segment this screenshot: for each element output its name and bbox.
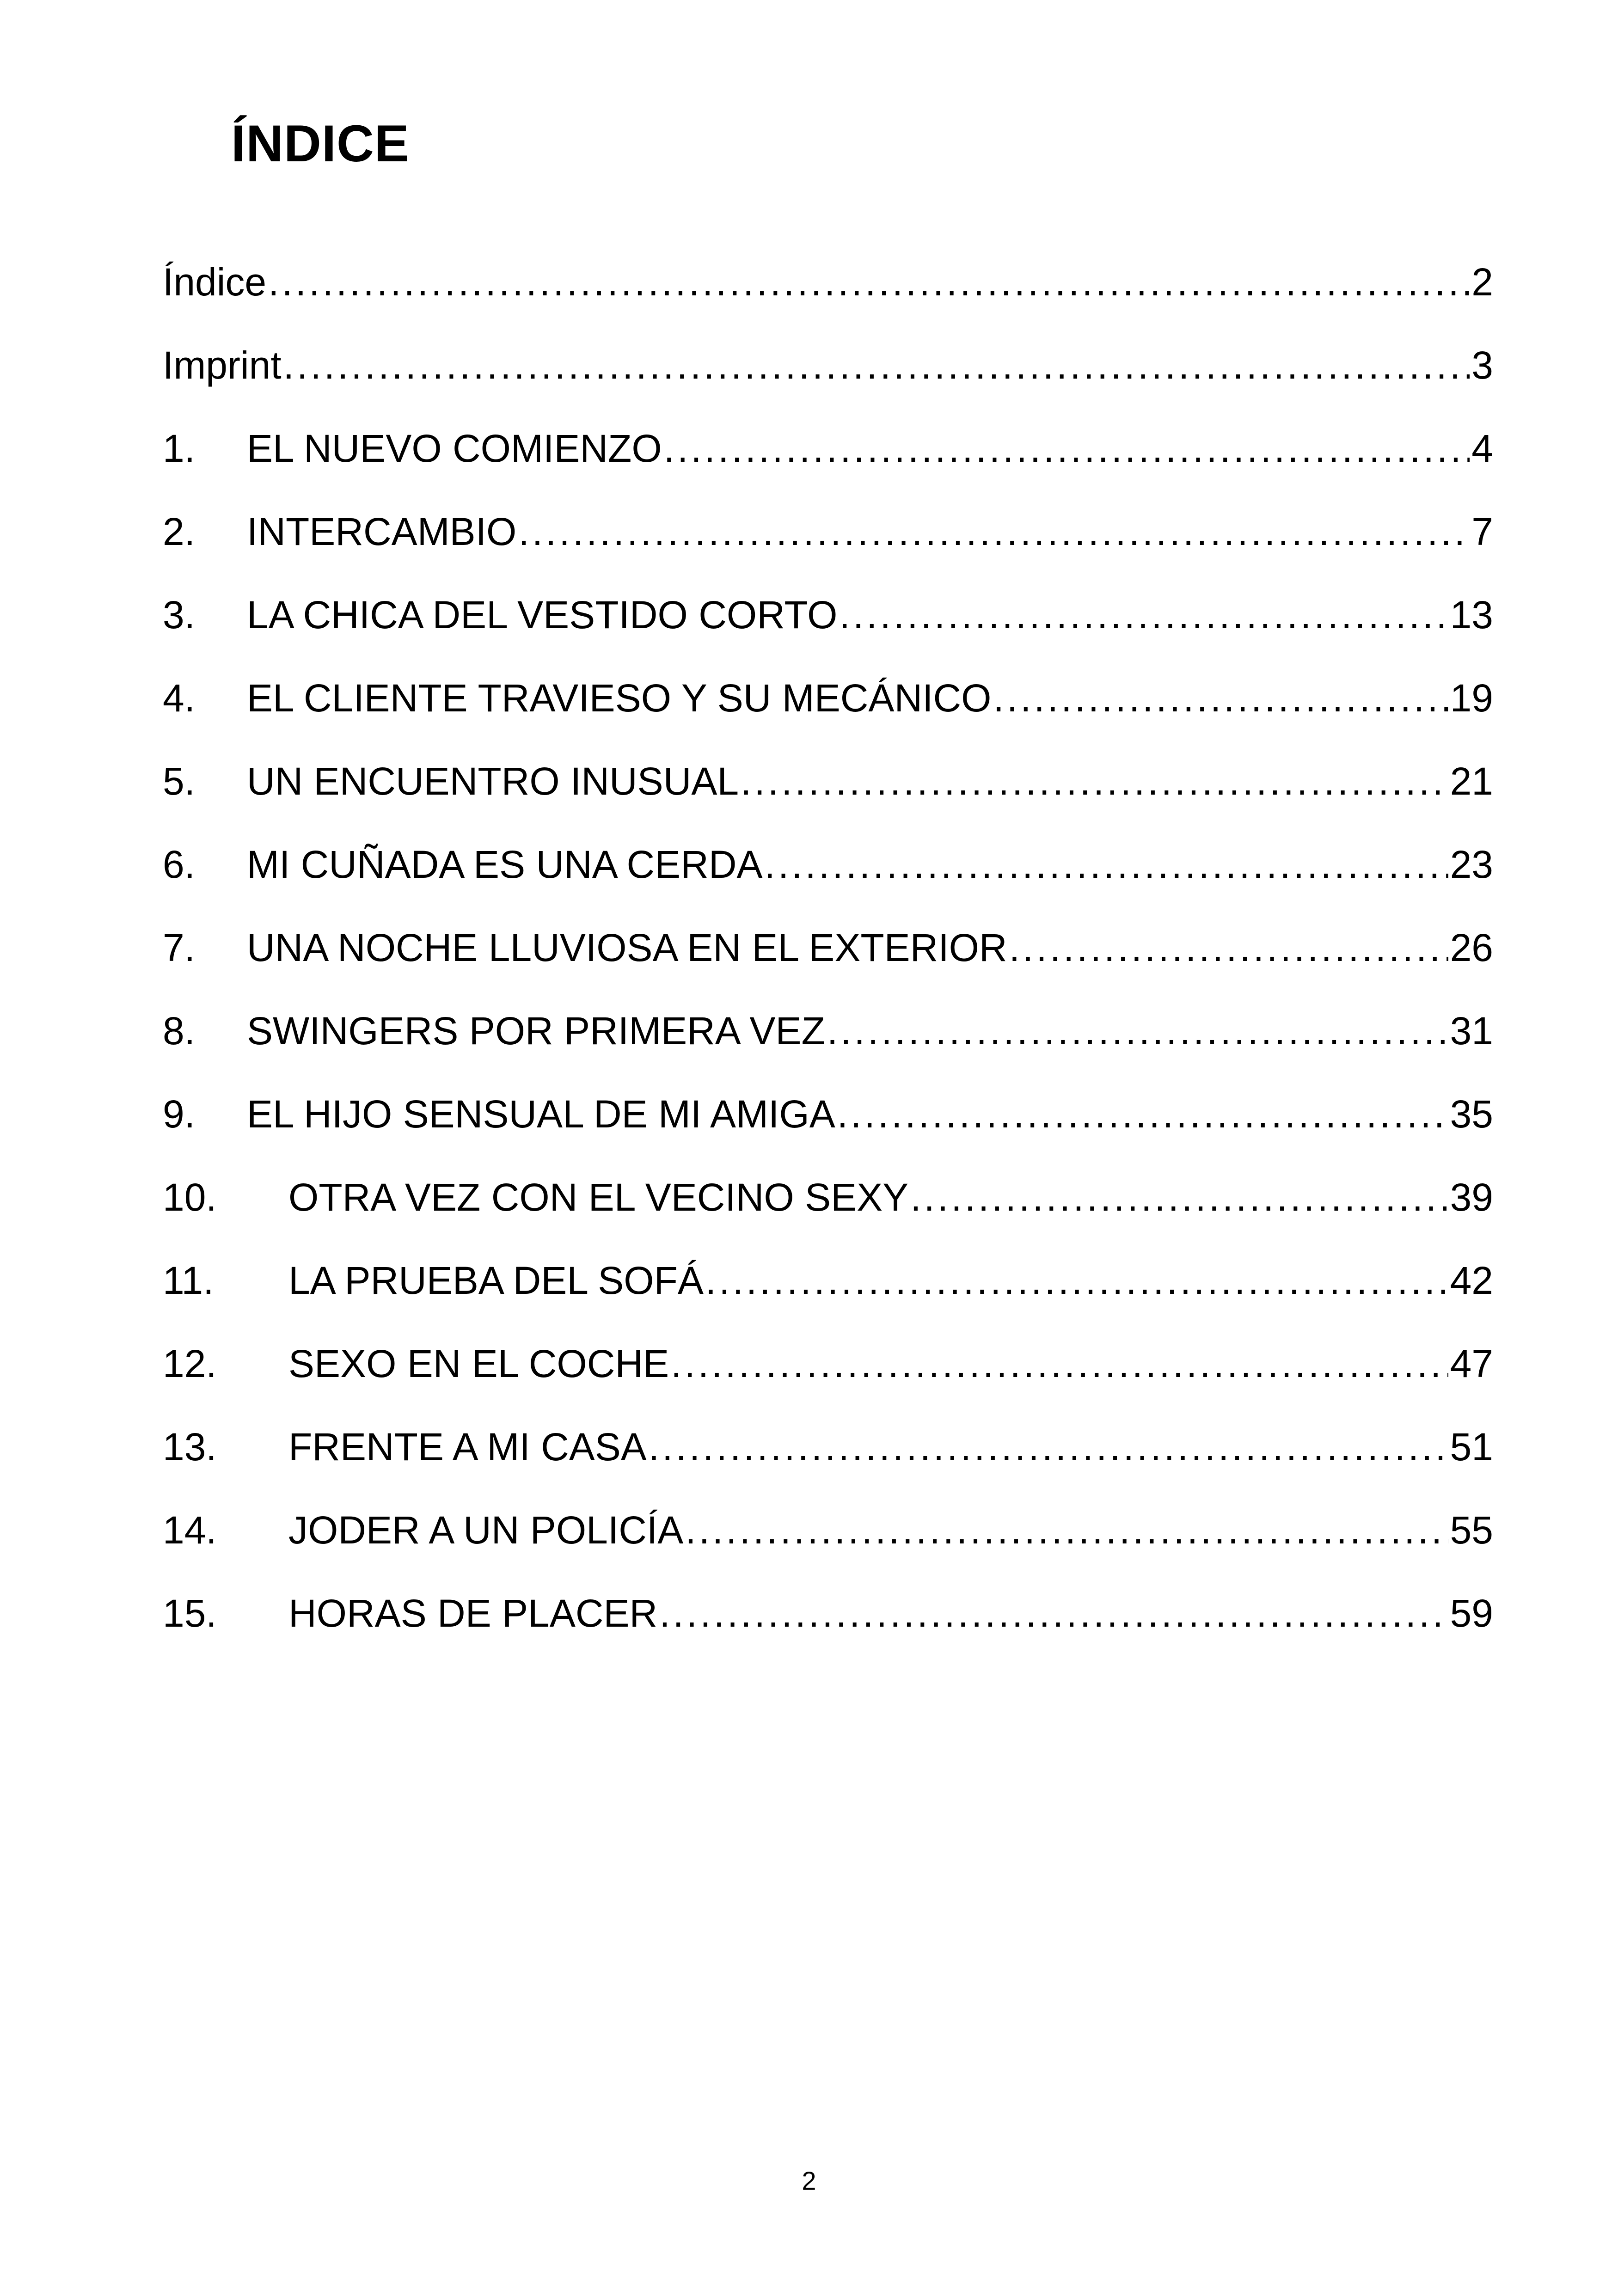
toc-entry-title: UN ENCUENTRO INUSUAL <box>247 759 739 803</box>
toc-entry-page: 42 <box>1450 1259 1493 1302</box>
toc-entry-title: LA CHICA DEL VESTIDO CORTO <box>247 593 838 637</box>
toc-entry-title: MI CUÑADA ES UNA CERDA <box>247 843 763 886</box>
toc-entry-title: JODER A UN POLICÍA <box>288 1508 684 1552</box>
toc-dot-leader <box>705 1257 1448 1304</box>
toc-entry-page: 21 <box>1450 759 1493 803</box>
toc-entry-title: SEXO EN EL COCHE <box>288 1342 669 1385</box>
toc-entry[interactable] <box>163 1008 1493 1091</box>
toc-dot-leader <box>664 425 1470 471</box>
toc-dot-leader <box>659 1590 1448 1636</box>
toc-entry-page: 26 <box>1450 926 1493 969</box>
toc-entry-number: 2. <box>163 510 196 553</box>
toc-dot-leader <box>518 508 1470 555</box>
toc-entry-page: 2 <box>1471 260 1493 304</box>
toc-entry-number: 6. <box>163 843 196 886</box>
toc-entry-number: 11. <box>163 1259 214 1302</box>
toc-entry-title: HORAS DE PLACER <box>288 1592 658 1635</box>
toc-dot-leader <box>268 259 1470 305</box>
toc-entry-title: FRENTE A MI CASA <box>288 1425 647 1469</box>
toc-dot-leader <box>910 1174 1448 1220</box>
toc-entry[interactable] <box>163 1341 1493 1424</box>
toc-entry-title: Índice <box>163 260 267 304</box>
toc-entry-title: OTRA VEZ CON EL VECINO SEXY <box>288 1176 909 1219</box>
toc-entry-number: 8. <box>163 1009 196 1053</box>
toc-entry-title: INTERCAMBIO <box>247 510 517 553</box>
toc-entry[interactable] <box>163 508 1493 592</box>
toc-entry-page: 19 <box>1450 676 1493 720</box>
toc-entry-page: 47 <box>1450 1342 1493 1385</box>
toc-entry[interactable] <box>163 425 1493 508</box>
toc-entry-number: 12. <box>163 1342 217 1385</box>
toc-entry-number: 13. <box>163 1425 217 1469</box>
toc-entry-page: 7 <box>1471 510 1493 553</box>
toc-entry[interactable] <box>163 925 1493 1008</box>
toc-entry-page: 35 <box>1450 1092 1493 1136</box>
toc-entry[interactable] <box>163 1091 1493 1174</box>
toc-entry[interactable] <box>163 1424 1493 1507</box>
toc-entry-page: 39 <box>1450 1176 1493 1219</box>
toc-entry-title: LA PRUEBA DEL SOFÁ <box>288 1259 704 1302</box>
toc-dot-leader <box>649 1424 1448 1470</box>
toc-entry-number: 4. <box>163 676 196 720</box>
toc-dot-leader <box>685 1507 1448 1553</box>
toc-entry-number: 7. <box>163 926 196 969</box>
toc-entry-title: SWINGERS POR PRIMERA VEZ <box>247 1009 825 1053</box>
toc-entry-title: EL CLIENTE TRAVIESO Y SU MECÁNICO <box>247 676 992 720</box>
toc-entry-number: 5. <box>163 759 196 803</box>
toc-entry[interactable] <box>163 1507 1493 1590</box>
toc-entry-page: 55 <box>1450 1508 1493 1552</box>
toc-dot-leader <box>839 592 1448 638</box>
toc-entry-page: 51 <box>1450 1425 1493 1469</box>
toc-entry-title: Imprint <box>163 343 282 387</box>
toc-dot-leader <box>671 1341 1448 1387</box>
toc-entry-number: 14. <box>163 1508 217 1552</box>
toc-entry-page: 13 <box>1450 593 1493 637</box>
toc-dot-leader <box>741 758 1448 804</box>
toc-entry[interactable] <box>163 1174 1493 1257</box>
toc-entry[interactable] <box>163 1590 1493 1673</box>
toc-entry-title: EL HIJO SENSUAL DE MI AMIGA <box>247 1092 835 1136</box>
toc-entry-number: 1. <box>163 427 196 470</box>
toc-entry-page: 4 <box>1471 427 1493 470</box>
toc-dot-leader <box>993 675 1448 721</box>
toc-entry-title: UNA NOCHE LLUVIOSA EN EL EXTERIOR <box>247 926 1007 969</box>
toc-entry-number: 10. <box>163 1176 217 1219</box>
toc-dot-leader <box>837 1091 1448 1137</box>
toc-entry[interactable] <box>163 342 1493 425</box>
table-of-contents <box>163 259 1493 1673</box>
page-title: ÍNDICE <box>231 115 410 172</box>
toc-dot-leader <box>1009 925 1448 971</box>
page-number: 2 <box>802 2166 816 2195</box>
toc-entry-page: 59 <box>1450 1592 1493 1635</box>
toc-entry-number: 3. <box>163 593 196 637</box>
toc-entry-page: 3 <box>1471 343 1493 387</box>
toc-entry[interactable] <box>163 259 1493 342</box>
toc-entry-page: 31 <box>1450 1009 1493 1053</box>
toc-entry-number: 9. <box>163 1092 196 1136</box>
toc-entry[interactable] <box>163 758 1493 841</box>
toc-entry-title: EL NUEVO COMIENZO <box>247 427 662 470</box>
toc-entry[interactable] <box>163 1257 1493 1341</box>
toc-dot-leader <box>283 342 1470 388</box>
toc-dot-leader <box>827 1008 1448 1054</box>
toc-entry[interactable] <box>163 841 1493 925</box>
toc-entry[interactable] <box>163 675 1493 758</box>
toc-dot-leader <box>765 841 1448 888</box>
toc-entry-page: 23 <box>1450 843 1493 886</box>
toc-entry[interactable] <box>163 592 1493 675</box>
toc-entry-number: 15. <box>163 1592 217 1635</box>
